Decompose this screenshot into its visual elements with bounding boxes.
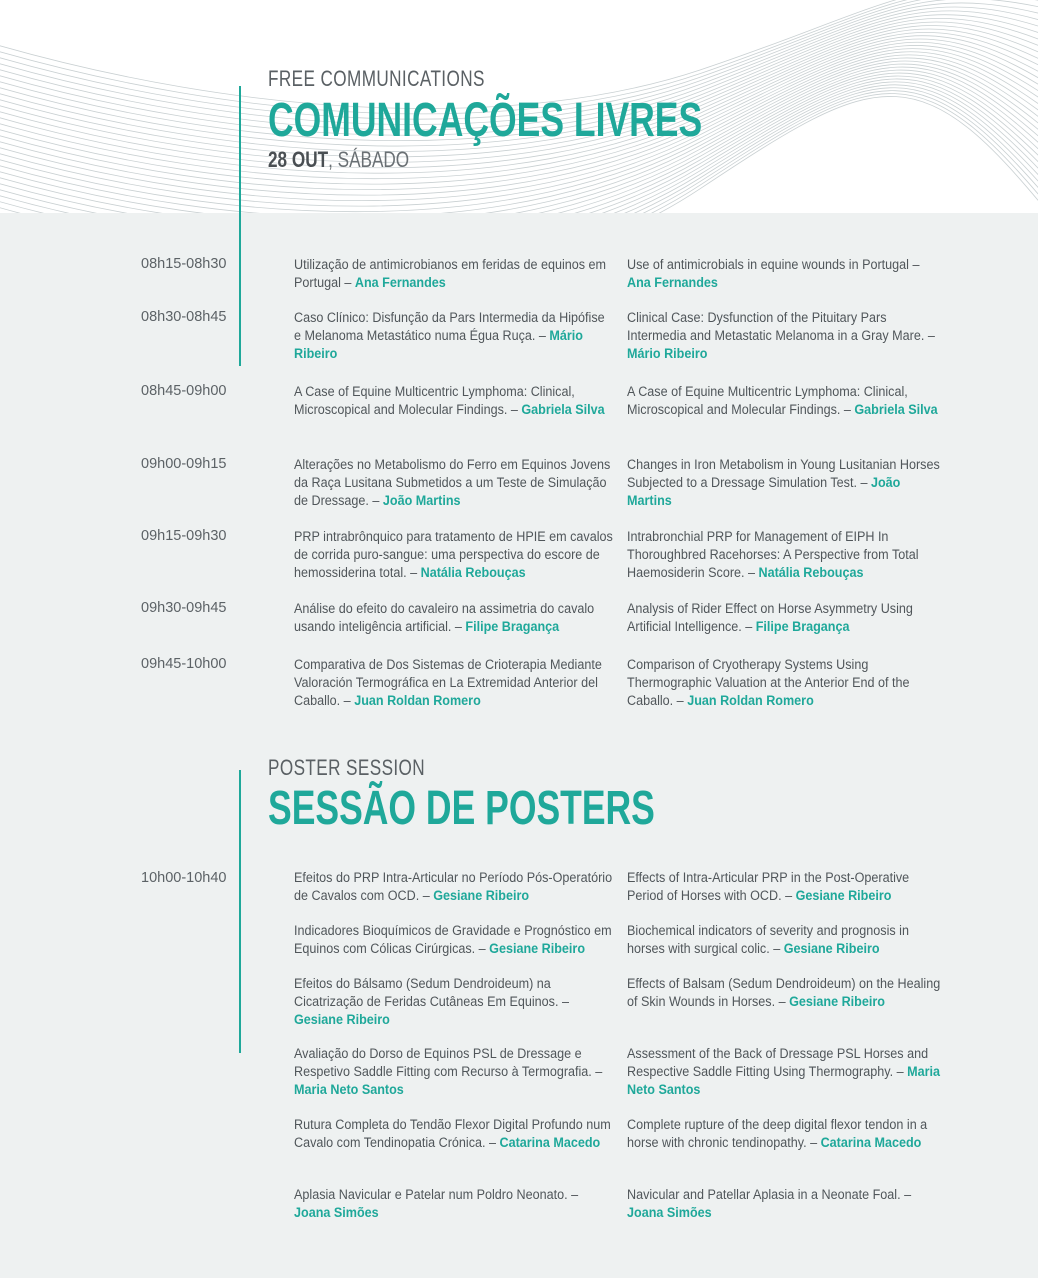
- talk-title-text: Comparison of Cryotherapy Systems Using Thermographic Valuation at the Anterior End of the Caballo. –: [627, 657, 910, 708]
- talk-title-english: [627, 1116, 947, 1152]
- talk-title-english: [627, 869, 947, 905]
- time-slot: 08h45-09h00: [141, 383, 227, 399]
- speaker-name: Gesiane Ribeiro: [433, 888, 530, 903]
- talk-title-text: Efeitos do Bálsamo (Sedum Dendroideum) na Cicatrização de Feridas Cutâneas Em Equinos. –: [294, 976, 569, 1009]
- section-label: POSTER SESSION: [268, 755, 426, 780]
- talk-title-portuguese: [294, 456, 614, 510]
- time-slot: 09h30-09h45: [141, 600, 227, 616]
- talk-title-portuguese: [294, 922, 614, 958]
- session-date: 28 OUT, SÁBADO: [268, 147, 410, 172]
- talk-title-text: Effects of Intra-Articular PRP in the Post-Operative Period of Horses with OCD. –: [627, 870, 910, 903]
- speaker-name: Natália Rebouças: [420, 565, 526, 580]
- section-title: SESSÃO DE POSTERS: [268, 782, 655, 835]
- talk-title-portuguese: [294, 383, 614, 419]
- talk-title-text: Changes in Iron Metabolism in Young Lusitanian Horses Subjected to a Dressage Simulation Test. –: [627, 457, 940, 490]
- section-label: FREE COMMUNICATIONS: [268, 66, 485, 91]
- time-slot: 08h15-08h30: [141, 256, 227, 272]
- speaker-name: Filipe Bragança: [465, 619, 560, 634]
- speaker-name: Gesiane Ribeiro: [789, 994, 885, 1009]
- talk-title-text: Clinical Case: Dysfunction of the Pituitary Pars Intermedia and Metastatic Melanoma in a Gray Mare. –: [627, 310, 935, 343]
- talk-title-text: Aplasia Navicular e Patelar num Poldro Neonato. –: [294, 1187, 579, 1202]
- time-slot: 09h00-09h15: [141, 456, 227, 472]
- speaker-name: Catarina Macedo: [499, 1135, 601, 1150]
- time-slot: 09h45-10h00: [141, 656, 227, 672]
- speaker-name: Ana Fernandes: [627, 275, 718, 290]
- speaker-name: Catarina Macedo: [820, 1135, 922, 1150]
- talk-title-portuguese: [294, 1045, 614, 1099]
- talk-title-english: [627, 1186, 947, 1222]
- speaker-name: Maria Neto Santos: [627, 1064, 940, 1097]
- speaker-name: João Martins: [627, 475, 901, 508]
- speaker-name: Mário Ribeiro: [627, 346, 708, 361]
- talk-title-portuguese: [294, 1116, 614, 1152]
- speaker-name: Gesiane Ribeiro: [783, 941, 880, 956]
- talk-title-text: A Case of Equine Multicentric Lymphoma: Clinical, Microscopical and Molecular Findings. –: [294, 384, 575, 417]
- talk-title-text: Utilização de antimicrobianos em feridas de equinos em Portugal –: [294, 257, 607, 290]
- time-slot: 10h00-10h40: [141, 870, 227, 886]
- talk-title-english: [627, 975, 947, 1011]
- speaker-name: Natália Rebouças: [758, 565, 864, 580]
- talk-title-text: Effects of Balsam (Sedum Dendroideum) on the Healing of Skin Wounds in Horses. –: [627, 976, 941, 1009]
- speaker-name: Gesiane Ribeiro: [489, 941, 586, 956]
- talk-title-portuguese: [294, 309, 614, 363]
- speaker-name: Mário Ribeiro: [294, 328, 583, 361]
- talk-title-english: [627, 456, 947, 510]
- speaker-name: Juan Roldan Romero: [354, 693, 481, 708]
- talk-title-text: A Case of Equine Multicentric Lymphoma: Clinical, Microscopical and Molecular Findings. –: [627, 384, 908, 417]
- talk-title-text: Comparativa de Dos Sistemas de Crioterapia Mediante Valoración Termográfica en La Extremidad Anterior del Caballo. –: [294, 657, 602, 708]
- talk-title-english: [627, 383, 947, 419]
- talk-title-text: Complete rupture of the deep digital flexor tendon in a horse with chronic tendinopathy. –: [627, 1117, 928, 1150]
- talk-title-portuguese: [294, 528, 614, 582]
- talk-title-portuguese: [294, 869, 614, 905]
- talk-title-english: [627, 1045, 947, 1099]
- talk-title-text: Assessment of the Back of Dressage PSL Horses and Respective Saddle Fitting Using Thermography. –: [627, 1046, 929, 1079]
- talk-title-text: Análise do efeito do cavaleiro na assimetria do cavalo usando inteligência artificial. –: [294, 601, 595, 634]
- talk-title-text: Use of antimicrobials in equine wounds in Portugal –: [627, 257, 920, 272]
- speaker-name: Gabriela Silva: [521, 402, 605, 417]
- talk-title-text: PRP intrabrônquico para tratamento de HPIE em cavalos de corrida puro-sangue: uma perspectiva do escore de hemossiderina total. –: [294, 529, 613, 580]
- speaker-name: Joana Simões: [627, 1205, 712, 1220]
- section-divider-line: [239, 770, 241, 1053]
- speaker-name: João Martins: [382, 493, 461, 508]
- talk-title-portuguese: [294, 256, 614, 292]
- speaker-name: Maria Neto Santos: [294, 1082, 404, 1097]
- talk-title-text: Intrabronchial PRP for Management of EIPH In Thoroughbred Racehorses: A Perspective from Total Haemosiderin Score. –: [627, 529, 919, 580]
- talk-title-text: Caso Clínico: Disfunção da Pars Intermedia da Hipófise e Melanoma Metastático numa Égua Ruça. –: [294, 310, 605, 343]
- time-slot: 09h15-09h30: [141, 528, 227, 544]
- speaker-name: Juan Roldan Romero: [687, 693, 814, 708]
- talk-title-portuguese: [294, 600, 614, 636]
- talk-title-portuguese: [294, 975, 614, 1029]
- talk-title-portuguese: [294, 656, 614, 710]
- talk-title-english: [627, 528, 947, 582]
- talk-title-english: [627, 656, 947, 710]
- talk-title-english: [627, 600, 947, 636]
- talk-title-text: Avaliação do Dorso de Equinos PSL de Dressage e Respetivo Saddle Fitting com Recurso à Termografia. –: [294, 1046, 603, 1079]
- speaker-name: Joana Simões: [294, 1205, 379, 1220]
- section-title: COMUNICAÇÕES LIVRES: [268, 94, 703, 147]
- talk-title-text: Rutura Completa do Tendão Flexor Digital Profundo num Cavalo com Tendinopatia Crónica. –: [294, 1117, 611, 1150]
- speaker-name: Filipe Bragança: [755, 619, 850, 634]
- talk-title-text: Biochemical indicators of severity and prognosis in horses with surgical colic. –: [627, 923, 909, 956]
- speaker-name: Gabriela Silva: [854, 402, 938, 417]
- talk-title-english: [627, 309, 947, 363]
- talk-title-text: Efeitos do PRP Intra-Articular no Período Pós-Operatório de Cavalos com OCD. –: [294, 870, 613, 903]
- talk-title-portuguese: [294, 1186, 614, 1222]
- time-slot: 08h30-08h45: [141, 309, 227, 325]
- speaker-name: Gesiane Ribeiro: [294, 1012, 390, 1027]
- speaker-name: Ana Fernandes: [354, 275, 446, 290]
- talk-title-text: Indicadores Bioquímicos de Gravidade e Prognóstico em Equinos com Cólicas Cirúrgicas. –: [294, 923, 612, 956]
- talk-title-text: Navicular and Patellar Aplasia in a Neonate Foal. –: [627, 1187, 912, 1202]
- speaker-name: Gesiane Ribeiro: [795, 888, 892, 903]
- talk-title-text: Analysis of Rider Effect on Horse Asymmetry Using Artificial Intelligence. –: [627, 601, 913, 634]
- talk-title-english: [627, 256, 947, 292]
- talk-title-english: [627, 922, 947, 958]
- talk-title-text: Alterações no Metabolismo do Ferro em Equinos Jovens da Raça Lusitana Submetidos a um Teste de Simulação de Dressage. –: [294, 457, 611, 508]
- section-divider-line: [239, 86, 241, 366]
